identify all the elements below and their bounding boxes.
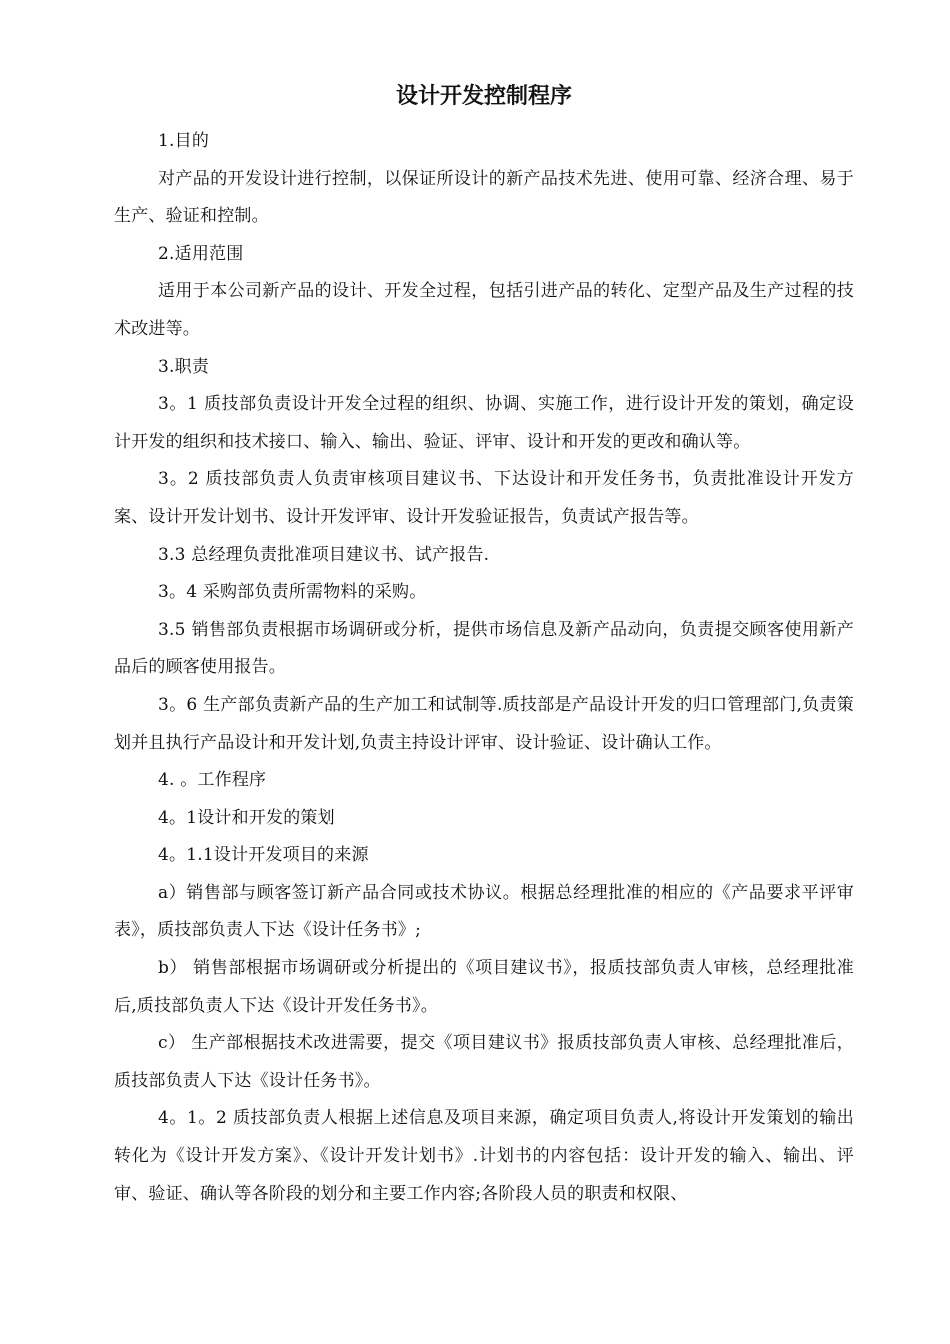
paragraph-responsibility-3-4: 3。4 采购部负责所需物料的采购。 [158, 582, 427, 603]
list-item-c: c） 生产部根据技术改进需要，提交《项目建议书》报质技部负责人审核、总经理批准后，质技部负责人下达《设计任务书》。 [114, 1033, 854, 1091]
paragraph-scope: 适用于本公司新产品的设计、开发全过程，包括引进产品的转化、定型产品及生产过程的技术改进等。 [114, 281, 854, 339]
paragraph-responsibility-3-3: 3.3 总经理负责批准项目建议书、试产报告. [158, 544, 490, 565]
paragraph-responsibility-3-6: 3。6 生产部负责新产品的生产加工和试制等.质技部是产品设计开发的归口管理部门,负责策划并且执行产品设计和开发计划,负责主持设计评审、设计验证、设计确认工作。 [114, 694, 854, 753]
section-heading-scope: 2.适用范围 [158, 243, 244, 264]
paragraph-responsibility-3-5: 3.5 销售部负责根据市场调研或分析，提供市场信息及新产品动向，负责提交顾客使用新产品后的顾客使用报告。 [114, 619, 854, 678]
paragraph-purpose: 对产品的开发设计进行控制，以保证所设计的新产品技术先进、使用可靠、经济合理、易于生产、验证和控制。 [114, 168, 854, 227]
subsection-heading-planning: 4。1设计和开发的策划 [158, 807, 335, 828]
section-heading-procedure: 4. 。工作程序 [158, 770, 267, 791]
section-heading-responsibilities: 3.职责 [158, 356, 210, 377]
document-body [114, 78, 854, 1213]
paragraph-responsibility-3-2: 3。2 质技部负责人负责审核项目建议书、下达设计和开发任务书，负责批准设计开发方案、设计开发计划书、设计开发评审、设计开发验证报告，负责试产报告等。 [114, 469, 854, 527]
subsection-heading-project-source: 4。1.1设计开发项目的来源 [158, 845, 369, 866]
list-item-b: b） 销售部根据市场调研或分析提出的《项目建议书》，报质技部负责人审核，总经理批准后,质技部负责人下达《设计开发任务书》。 [114, 958, 854, 1016]
list-item-a: a）销售部与顾客签订新产品合同或技术协议。根据总经理批准的相应的《产品要求平评审表》，质技部负责人下达《设计任务书》; [114, 882, 854, 941]
document-title: 设计开发控制程序 [395, 84, 572, 109]
section-heading-purpose: 1.目的 [158, 131, 210, 151]
paragraph-4-1-2: 4。1。2 质技部负责人根据上述信息及项目来源，确定项目负责人,将设计开发策划的输出转化为《设计开发方案》、《设计开发计划书》.计划书的内容包括：设计开发的输入、输出、评审、验证、确认等各阶段的划分和主要工作内容;各阶段人员的职责和权限、 [114, 1108, 854, 1204]
paragraph-responsibility-3-1: 3。1 质技部负责设计开发全过程的组织、协调、实施工作，进行设计开发的策划，确定设计开发的组织和技术接口、输入、输出、验证、评审、设计和开发的更改和确认等。 [114, 394, 854, 452]
